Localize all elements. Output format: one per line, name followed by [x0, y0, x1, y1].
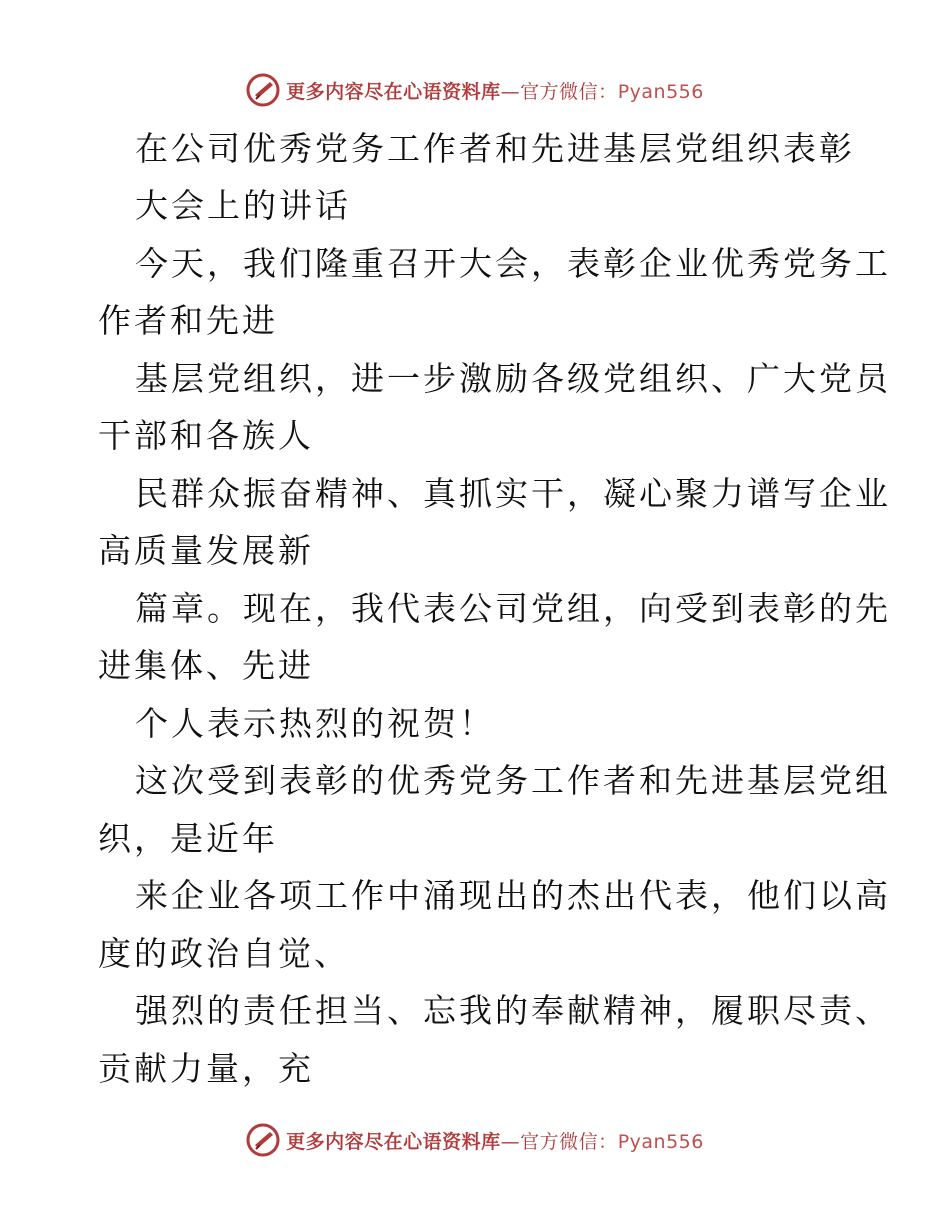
watermark-dash: — — [500, 1130, 521, 1153]
paragraph-line: 今天，我们隆重召开大会，表彰企业优秀党务工 — [135, 244, 891, 283]
paragraph-line: 高质量发展新 — [98, 531, 314, 570]
paragraph-line: 度的政治自觉、 — [98, 934, 350, 973]
paragraph-line: 基层党组织，进一步激励各级党组织、广大党员 — [135, 359, 891, 398]
paragraph-line: 贡献力量，充 — [98, 1049, 314, 1088]
title-line-1: 在公司优秀党务工作者和先进基层党组织表彰 — [135, 129, 855, 168]
paragraph-line: 进集体、先进 — [98, 646, 314, 685]
paragraph-line: 篇章。现在，我代表公司党组，向受到表彰的先 — [135, 589, 891, 628]
watermark-text — [286, 77, 704, 104]
paragraph-line: 这次受到表彰的优秀党务工作者和先进基层党组 — [135, 761, 891, 800]
paragraph-line: 个人表示热烈的祝贺！ — [135, 704, 495, 743]
watermark-dash: — — [500, 80, 521, 103]
watermark-brand: 更多内容尽在心语资料库 — [286, 1130, 501, 1153]
title-line-2: 大会上的讲话 — [135, 186, 351, 225]
paragraph-line: 作者和先进 — [98, 301, 278, 340]
footer-watermark — [0, 1120, 950, 1160]
paragraph-line: 民群众振奋精神、真抓实干，凝心聚力谱写企业 — [135, 474, 891, 513]
paragraph-line: 织，是近年 — [98, 819, 278, 858]
watermark-wechat-id: Pyan556 — [617, 1130, 704, 1153]
watermark-wechat-label: 官方微信： — [520, 80, 618, 103]
logo-icon — [246, 73, 280, 107]
watermark-wechat-label: 官方微信： — [520, 1130, 618, 1153]
watermark-text — [286, 1127, 704, 1154]
paragraph-line: 干部和各族人 — [98, 416, 314, 455]
watermark-brand: 更多内容尽在心语资料库 — [286, 80, 501, 103]
header-watermark — [0, 70, 950, 110]
watermark-wechat-id: Pyan556 — [617, 80, 704, 103]
paragraph-line: 强烈的责任担当、忘我的奉献精神，履职尽责、 — [135, 991, 891, 1030]
paragraph-line: 来企业各项工作中涌现出的杰出代表，他们以高 — [135, 876, 891, 915]
logo-icon — [246, 1123, 280, 1157]
